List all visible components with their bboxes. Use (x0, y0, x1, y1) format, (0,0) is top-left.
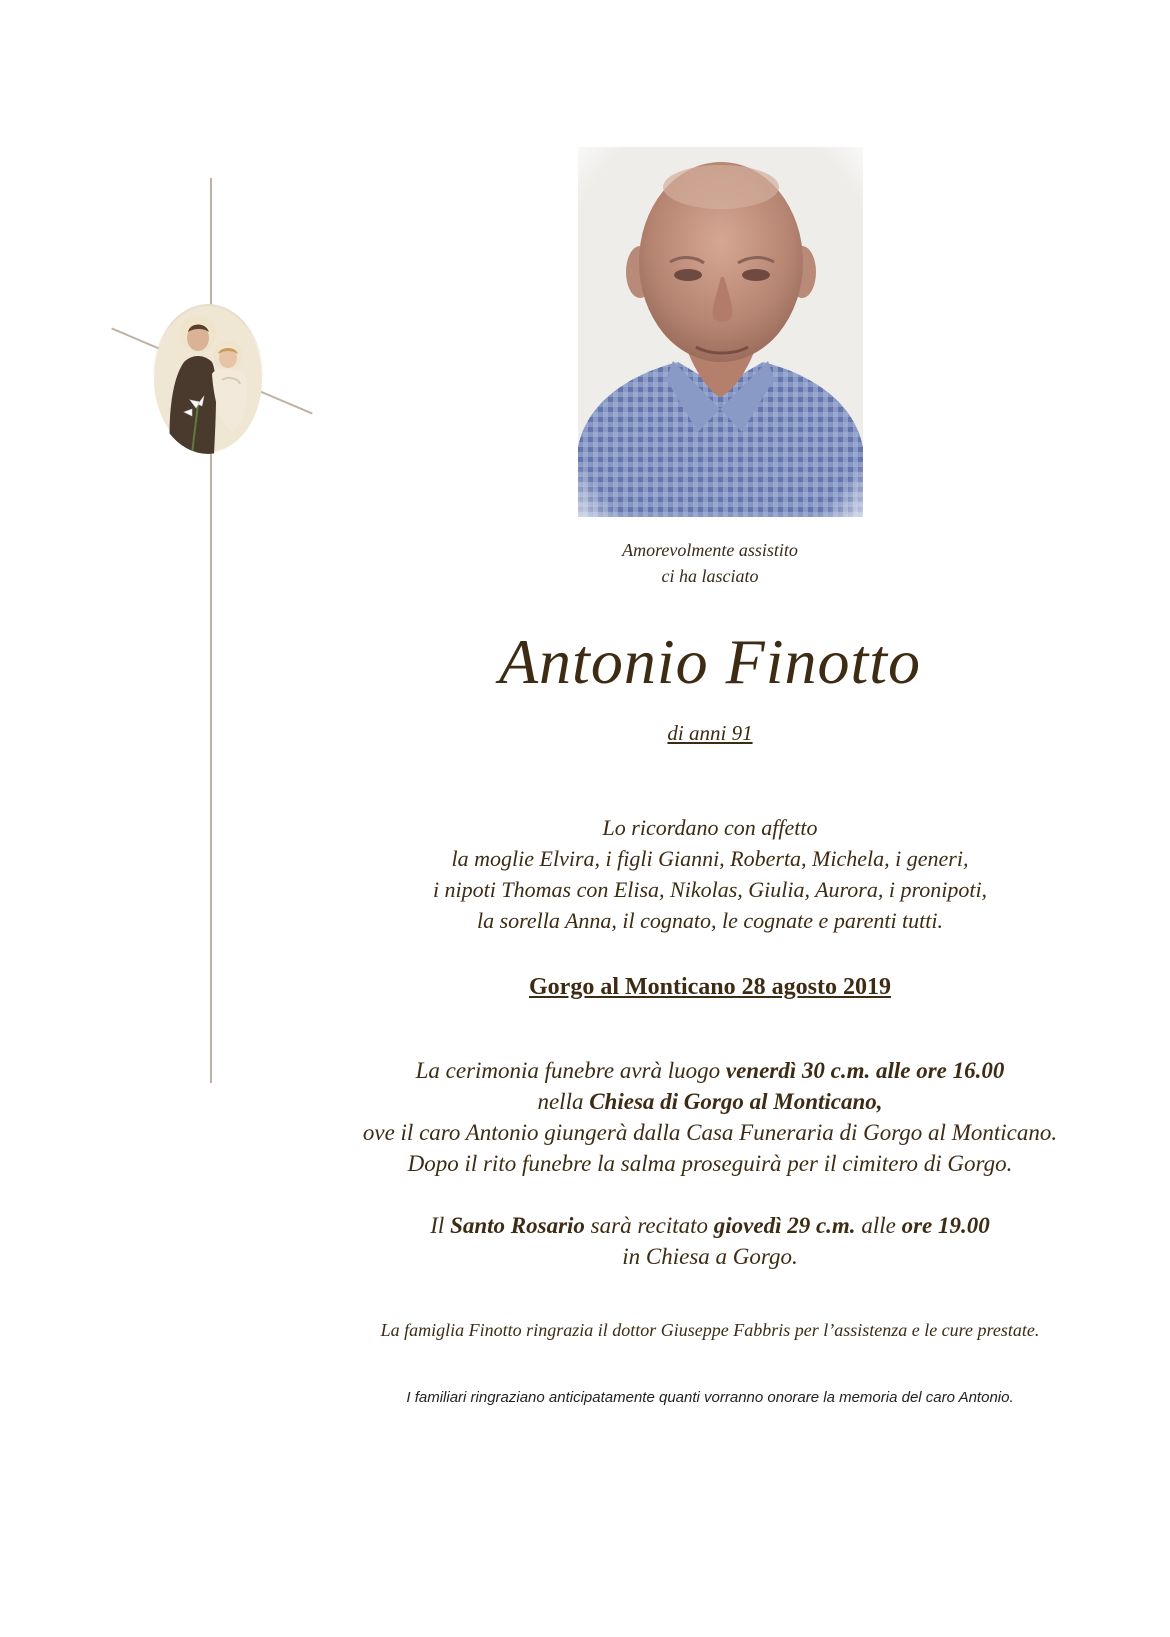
ceremony-line-2 (250, 1086, 1170, 1117)
place-date-text: Gorgo al Monticano 28 agosto 2019 (529, 974, 891, 1000)
remembrance-paragraph (250, 812, 1170, 936)
ceremony-line-3: ove il caro Antonio giungerà dalla Casa Funeraria di Gorgo al Monticano. (362, 1120, 1058, 1145)
ceremony-line-2-text: nella (537, 1089, 590, 1114)
rosary-text-1: Il (430, 1213, 451, 1238)
intro-line-2: ci ha lasciato (661, 566, 759, 586)
ceremony-church: Chiesa di Gorgo al Monticano, (589, 1089, 883, 1114)
rosary-text-3: alle (855, 1213, 902, 1238)
remembrance-line-3: i nipoti Thomas con Elisa, Nikolas, Giulia, Aurora, i pronipoti, (432, 877, 988, 902)
place-date (250, 972, 1170, 1002)
ceremony-line-4: Dopo il rito funebre la salma proseguirà per il cimitero di Gorgo. (407, 1151, 1013, 1176)
portrait-photo (578, 147, 863, 517)
rosary-time: ore 19.00 (901, 1213, 990, 1238)
rosary-text-2: sarà recitato (584, 1213, 714, 1238)
remembrance-line-1: Lo ricordano con affetto (602, 815, 818, 840)
intro-line-1: Amorevolmente assistito (622, 540, 798, 560)
rosary-date: giovedì 29 c.m. (713, 1213, 856, 1238)
ceremony-time: venerdì 30 c.m. alle ore 16.00 (725, 1058, 1005, 1083)
remembrance-line-2: la moglie Elvira, i figli Gianni, Roberta, Michela, i generi, (451, 846, 969, 871)
thanks-all-text: I familiari ringraziano anticipatamente quanti vorranno onorare la memoria del caro Antonio. (406, 1389, 1014, 1406)
saint-medallion-icon (152, 304, 264, 454)
ceremony-paragraph (250, 1055, 1170, 1179)
deceased-name: Antonio Finotto (498, 626, 922, 697)
intro-text (250, 537, 1170, 589)
thanks-all (250, 1388, 1170, 1408)
rosary-title: Santo Rosario (450, 1213, 585, 1238)
thanks-doctor (250, 1318, 1170, 1342)
ceremony-line-1-text: La cerimonia funebre avrà luogo (415, 1058, 726, 1083)
deceased-age (250, 720, 1170, 746)
thanks-doctor-text: La famiglia Finotto ringrazia il dottor Giuseppe Fabbris per l’assistenza e le cure prestate. (380, 1320, 1040, 1340)
remembrance-line-4: la sorella Anna, il cognato, le cognate e parenti tutti. (476, 908, 944, 933)
rosary-paragraph (250, 1210, 1170, 1272)
age-text: di anni 91 (667, 721, 753, 745)
ceremony-line-1 (250, 1055, 1170, 1086)
rosary-line-2: in Chiesa a Gorgo. (622, 1244, 798, 1269)
rosary-line-1 (250, 1210, 1170, 1241)
